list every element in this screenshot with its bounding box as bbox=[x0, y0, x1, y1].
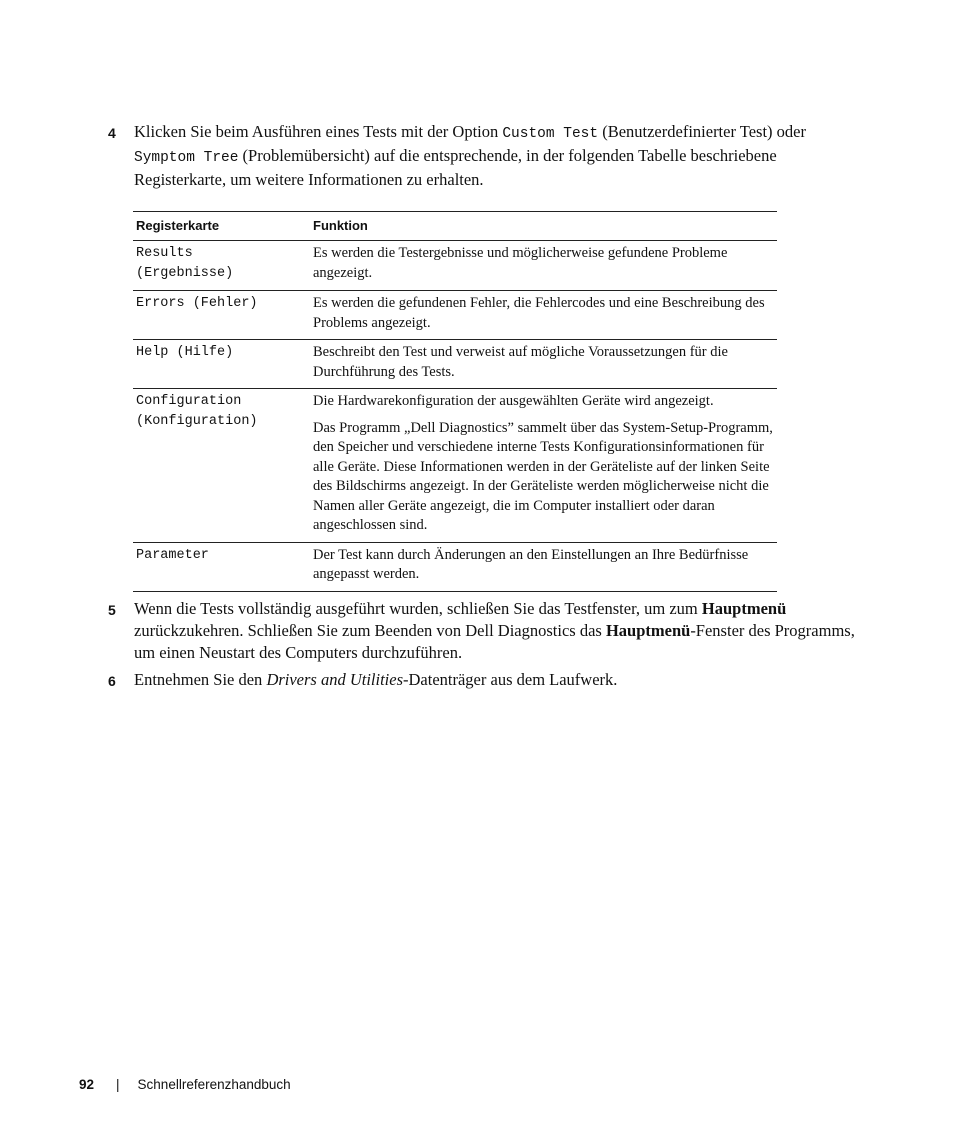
table-row bbox=[133, 291, 777, 340]
step-5 bbox=[108, 598, 858, 664]
tab-function: Die Hardwarekonfiguration der ausgewählten Geräte wird angezeigt. Das Programm „Dell Diagnostics” sammelt über das System-Setup-Programm, den Speicher und verschiedene interne Tests Konfigurationsinformationen für alle Geräte. Diese Informationen werden in der Geräteliste auf der linken Seite des Bildschirms angezeigt. In der Geräteliste werden möglicherweise nicht die Namen aller Geräte angezeigt, die im Computer installiert oder daran angeschlossen sind. bbox=[310, 389, 777, 543]
media-name: Drivers and Utilities bbox=[266, 670, 404, 689]
step-number: 4 bbox=[108, 125, 116, 141]
page-footer bbox=[79, 1077, 291, 1092]
step-text: Wenn die Tests vollständig ausgeführt wurden, schließen Sie das Testfenster, um zum Hauptmenü zurückzukehren. Schließen Sie zum Beenden von Dell Diagnostics das Hauptmenü-Fenster des Programms, um einen Neustart des Computers durchzuführen. bbox=[134, 599, 855, 662]
option-custom-test: Custom Test bbox=[502, 126, 599, 142]
tab-name: Results (Ergebnisse) bbox=[133, 241, 310, 291]
tabs-table bbox=[133, 211, 777, 592]
tab-function: Beschreibt den Test und verweist auf mögliche Voraussetzungen für die Durchführung des Tests. bbox=[310, 340, 777, 389]
tab-function: Es werden die gefundenen Fehler, die Fehlercodes und eine Beschreibung des Problems angezeigt. bbox=[310, 291, 777, 340]
step-text: Klicken Sie beim Ausführen eines Tests mit der Option Custom Test (Benutzerdefinierter Test) oder Symptom Tree (Problemübersicht) auf die entsprechende, in der folgenden Tabelle beschriebene Registerkarte, um weitere Informationen zu erhalten. bbox=[134, 122, 806, 189]
header-registerkarte: Registerkarte bbox=[133, 212, 310, 241]
step-4 bbox=[108, 121, 858, 191]
option-symptom-tree: Symptom Tree bbox=[134, 150, 239, 166]
tab-name: Configuration (Konfiguration) bbox=[133, 389, 310, 543]
step-text: Entnehmen Sie den Drivers and Utilities-Datenträger aus dem Laufwerk. bbox=[134, 670, 618, 689]
tab-function: Es werden die Testergebnisse und möglicherweise gefundene Probleme angezeigt. bbox=[310, 241, 777, 291]
header-funktion: Funktion bbox=[310, 212, 777, 241]
table-row bbox=[133, 542, 777, 591]
table-header-row bbox=[133, 212, 777, 241]
hauptmenu-term: Hauptmenü bbox=[701, 599, 787, 618]
document-title: Schnellreferenzhandbuch bbox=[137, 1077, 291, 1092]
tab-name: Help (Hilfe) bbox=[133, 340, 310, 389]
step-6 bbox=[108, 669, 858, 691]
table-row bbox=[133, 389, 777, 543]
hauptmenu-term: Hauptmenü bbox=[605, 621, 691, 640]
footer-separator: | bbox=[116, 1077, 120, 1092]
step-number: 5 bbox=[108, 602, 116, 618]
tab-name: Parameter bbox=[133, 542, 310, 591]
table-row bbox=[133, 241, 777, 291]
page-number: 92 bbox=[79, 1077, 95, 1092]
tab-function: Der Test kann durch Änderungen an den Einstellungen an Ihre Bedürfnisse angepasst werden. bbox=[310, 542, 777, 591]
tab-name: Errors (Fehler) bbox=[133, 291, 310, 340]
step-number: 6 bbox=[108, 673, 116, 689]
table-row bbox=[133, 340, 777, 389]
